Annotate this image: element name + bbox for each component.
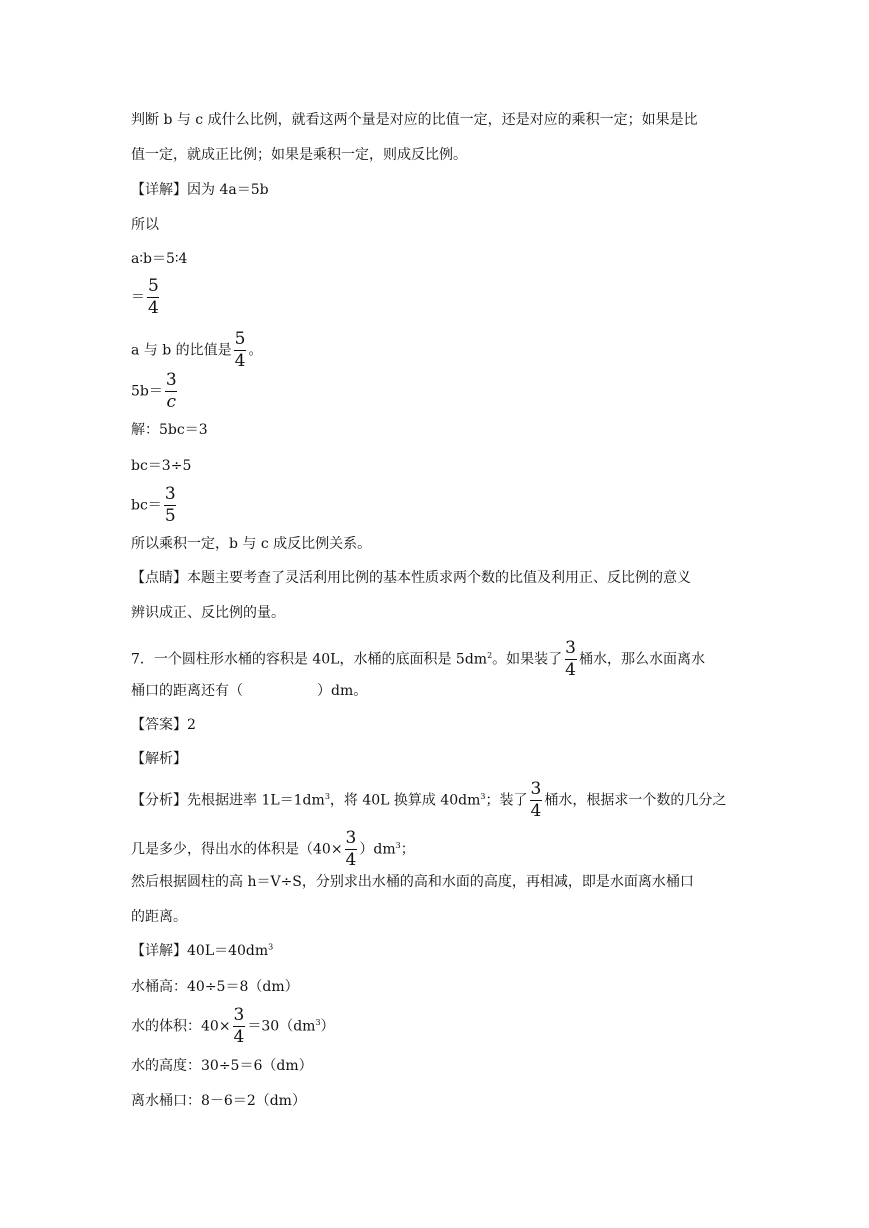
fraction-denominator: 4 (234, 351, 246, 371)
question-text: 。如果装了 (492, 651, 563, 668)
fraction-denominator: 4 (565, 660, 576, 680)
question-text: 桶口的距离还有（ (131, 683, 243, 699)
question-text: ）dm。 (317, 683, 368, 699)
fraction-3-4 (530, 781, 543, 820)
question-7-line-1 (131, 640, 705, 679)
fraction-numerator: 5 (148, 276, 159, 296)
step-water-volume (131, 1007, 335, 1046)
superscript: 3 (315, 1017, 321, 1027)
fraction-line-1 (131, 278, 162, 317)
bc-fraction-line (131, 486, 179, 525)
comment-line-2: 辨识成正、反比例的量。 (131, 605, 285, 621)
analysis-line-4: 的距离。 (131, 909, 187, 925)
step-text: 水的体积：40× (131, 1018, 231, 1035)
analysis-text: ； (400, 841, 415, 858)
text-line-2: 值一定，就成正比例；如果是乘积一定，则成反比例。 (131, 147, 467, 163)
fraction-denominator: 4 (345, 850, 357, 870)
comment-line (131, 568, 691, 588)
comment-text: 本题主要考查了灵活利用比例的基本性质求两个数的比值及利用正、反比例的意义 (187, 570, 691, 586)
analysis-text: 先根据进率 1L＝1dm (187, 792, 325, 809)
fraction-3-c (165, 372, 178, 411)
detail-label: 【详解】 (131, 943, 187, 959)
detail-line (131, 180, 269, 200)
fraction-numerator: 3 (530, 779, 542, 799)
fraction-denominator: 4 (233, 1027, 245, 1047)
fraction-numerator: 3 (233, 1005, 245, 1025)
question-7-line-2 (131, 681, 367, 701)
detail-line-2 (131, 941, 273, 961)
analysis-line-3: 然后根据圆柱的高 h＝V÷S，分别求出水桶的高和水面的高度，再相减，即是水面离水桶口 (131, 874, 694, 890)
fraction-numerator: 3 (565, 638, 576, 658)
step-water-height: 水的高度：30÷5＝6（dm） (131, 1058, 313, 1074)
fraction-3-4 (345, 830, 358, 869)
detail-label: 【详解】 (131, 182, 187, 198)
step-bucket-height: 水桶高：40÷5＝8（dm） (131, 979, 299, 995)
equation-5b-line (131, 372, 180, 411)
fraction-3-4 (564, 640, 577, 679)
superscript: 3 (268, 942, 274, 952)
conclusion-line: 所以乘积一定，b 与 c 成反比例关系。 (131, 536, 372, 552)
fraction-denominator: c (166, 392, 177, 412)
superscript: 3 (395, 840, 401, 850)
analysis-line-2 (131, 830, 415, 869)
text-line-suoyi: 所以 (131, 217, 159, 233)
fraction-3-4 (233, 1007, 246, 1046)
period: 。 (248, 342, 263, 359)
detail-text: 因为 4a＝5b (187, 182, 269, 198)
question-text: 桶水，那么水面离水 (578, 651, 705, 668)
ratio-value-line (131, 331, 263, 370)
fraction-numerator: 3 (165, 370, 177, 390)
fraction-numerator: 5 (234, 329, 246, 349)
ratio-line: a∶b＝5∶4 (131, 251, 188, 267)
fraction-numerator: 3 (345, 828, 357, 848)
step-distance: 离水桶口：8－6＝2（dm） (131, 1093, 306, 1109)
comment-label: 【点睛】 (131, 570, 187, 586)
fraction-denominator: 5 (164, 506, 176, 526)
fraction-5-4 (147, 278, 160, 317)
fraction-denominator: 4 (530, 801, 542, 821)
fraction-numerator: 3 (164, 484, 176, 504)
analysis-sub-label: 【分析】 (131, 792, 187, 809)
step-text: ） (320, 1018, 335, 1035)
detail-text: 40L＝40dm (187, 943, 269, 959)
fraction-denominator: 4 (148, 298, 159, 318)
bc-divide-line: bc＝3÷5 (131, 458, 192, 474)
solve-line: 解：5bc＝3 (131, 422, 208, 438)
fraction-5-4-b (234, 331, 247, 370)
analysis-text: ）dm (359, 841, 396, 858)
superscript: 3 (480, 791, 486, 801)
fraction-3-5 (164, 486, 177, 525)
analysis-text: ，将 40L 换算成 40dm (329, 792, 481, 809)
superscript: 2 (487, 650, 493, 660)
superscript: 3 (324, 791, 330, 801)
equation-prefix: bc＝ (131, 497, 162, 514)
question-text: 7．一个圆柱形水桶的容积是 40L，水桶的底面积是 5dm (131, 651, 488, 668)
equation-prefix: 5b＝ (131, 383, 163, 400)
equals-sign: ＝ (131, 289, 145, 306)
answer-line: 【答案】2 (131, 717, 196, 733)
step-text: ＝30（dm (247, 1018, 316, 1035)
analysis-text: 桶水，根据求一个数的几分之 (544, 792, 727, 809)
ratio-value-text: a 与 b 的比值是 (131, 342, 232, 359)
analysis-line-1 (131, 781, 726, 820)
analysis-text: 几是多少，得出水的体积是（40× (131, 841, 343, 858)
analysis-label: 【解析】 (131, 751, 187, 767)
analysis-text: ；装了 (485, 792, 528, 809)
text-line-1: 判断 b 与 c 成什么比例，就看这两个量是对应的比值一定，还是对应的乘积一定；如果是比 (131, 112, 698, 128)
